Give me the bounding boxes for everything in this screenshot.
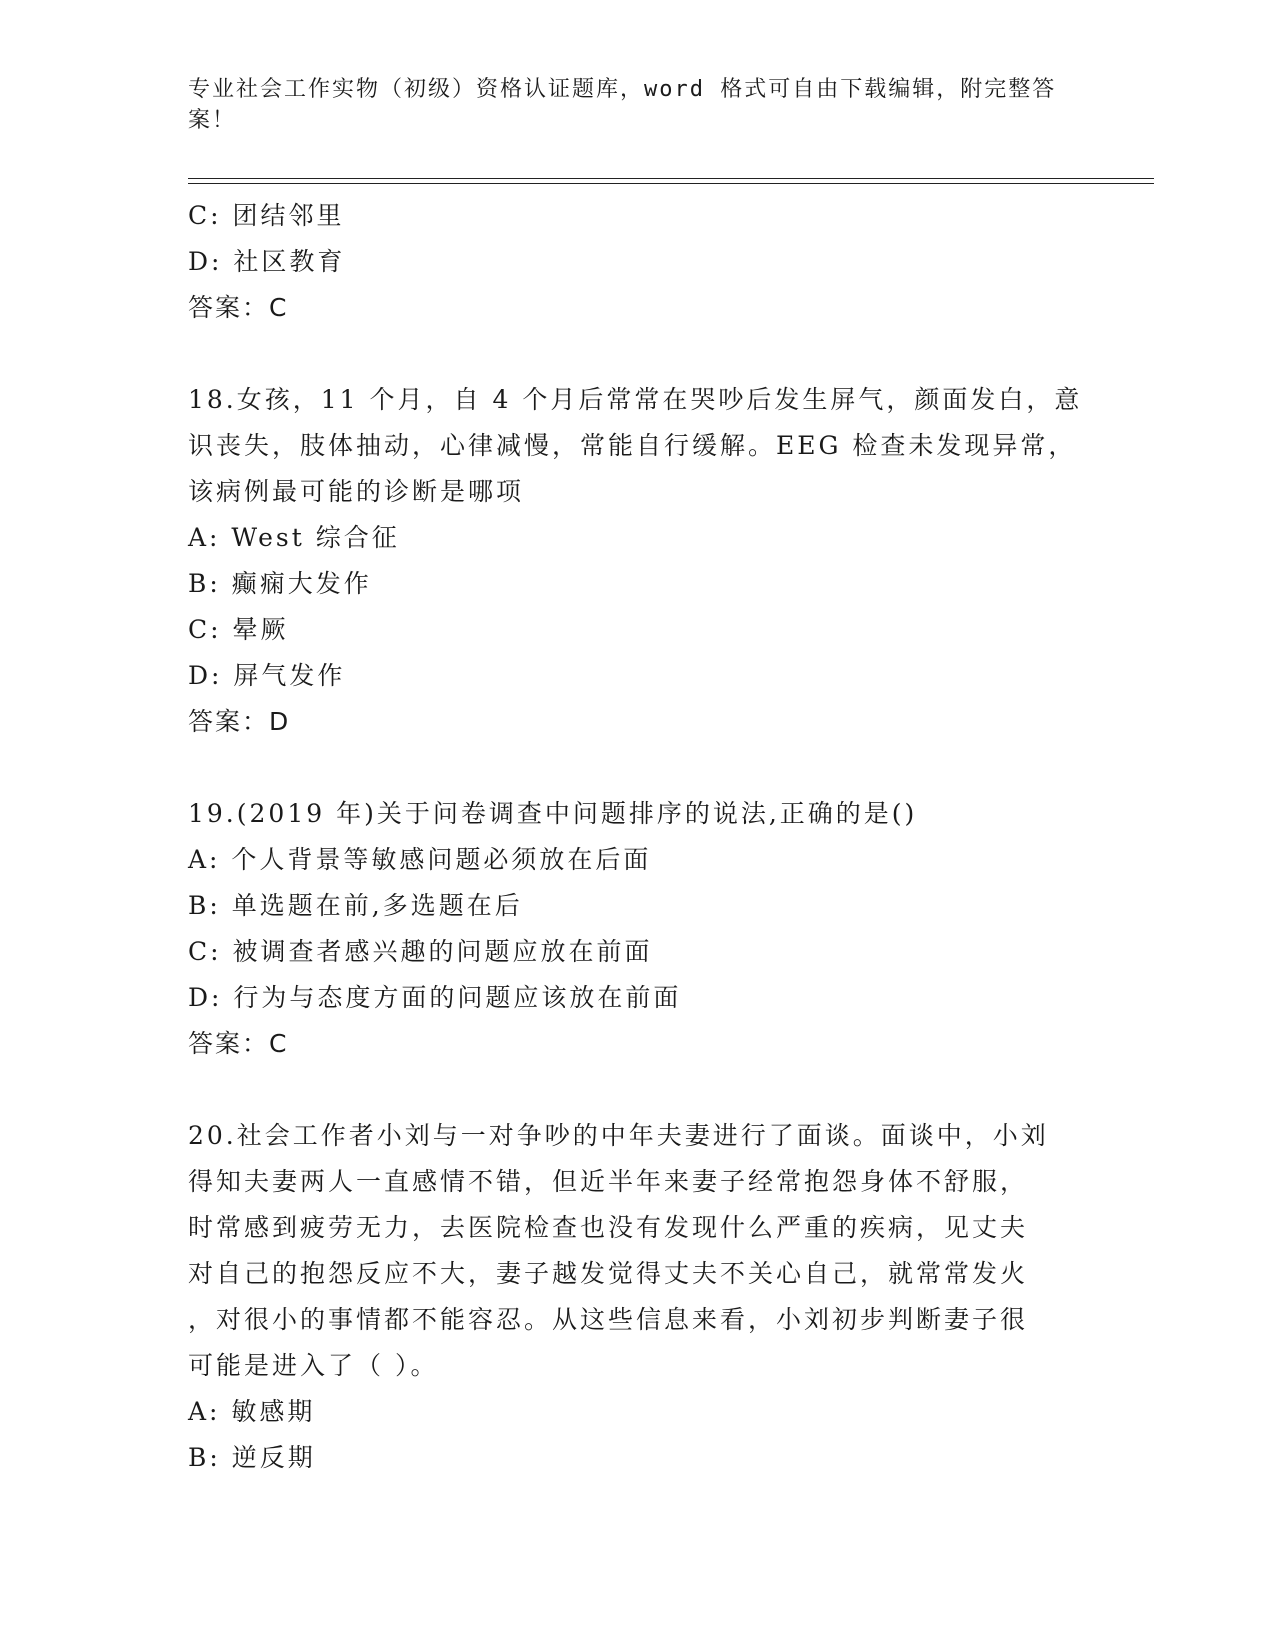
question-stem-line: 时常感到疲劳无力，去医院检查也没有发现什么严重的疾病，见丈夫 <box>188 1213 1029 1242</box>
question-stem-line: 该病例最可能的诊断是哪项 <box>188 477 525 506</box>
document-header: 专业社会工作实物（初级）资格认证题库，word 格式可自由下载编辑，附完整答案！ <box>188 77 1057 133</box>
question-20 <box>188 1113 1088 1481</box>
question-stem-line: ，对很小的事情都不能容忍。从这些信息来看，小刘初步判断妻子很 <box>188 1305 1029 1334</box>
spacer <box>188 331 1088 377</box>
question-18 <box>188 377 1088 745</box>
question-17-tail <box>188 193 1088 331</box>
answer-line: 答案：C <box>188 1029 289 1058</box>
question-stem-line: 20.社会工作者小刘与一对争吵的中年夫妻进行了面谈。面谈中，小刘 <box>188 1121 1049 1150</box>
option-d: D: 行为与态度方面的问题应该放在前面 <box>188 983 682 1012</box>
option-a: A: West 综合征 <box>188 523 400 552</box>
option-c: C: 团结邻里 <box>188 201 345 230</box>
answer-line: 答案：C <box>188 293 289 322</box>
spacer <box>188 745 1088 791</box>
option-c: C: 被调查者感兴趣的问题应放在前面 <box>188 937 653 966</box>
option-c: C: 晕厥 <box>188 615 289 644</box>
option-b: B: 逆反期 <box>188 1443 316 1472</box>
option-d: D: 社区教育 <box>188 247 346 276</box>
option-b: B: 单选题在前,多选题在后 <box>188 891 523 920</box>
spacer <box>188 1067 1088 1113</box>
question-stem-line: 18.女孩，11 个月，自 4 个月后常常在哭吵后发生屏气，颜面发白，意 <box>188 385 1083 414</box>
question-stem-line: 可能是进入了（ ）。 <box>188 1351 439 1380</box>
question-stem-line: 得知夫妻两人一直感情不错，但近半年来妻子经常抱怨身体不舒服， <box>188 1167 1029 1196</box>
header-divider-top <box>188 178 1154 179</box>
question-stem-line: 对自己的抱怨反应不大，妻子越发觉得丈夫不关心自己，就常常发火 <box>188 1259 1029 1288</box>
question-stem-line: 19.(2019 年)关于问卷调查中问题排序的说法,正确的是() <box>188 799 918 828</box>
question-content <box>188 193 1088 1481</box>
option-d: D: 屏气发作 <box>188 661 346 690</box>
answer-line: 答案：D <box>188 707 291 736</box>
option-a: A: 个人背景等敏感问题必须放在后面 <box>188 845 652 874</box>
option-a: A: 敏感期 <box>188 1397 316 1426</box>
header-divider-bottom <box>188 183 1154 184</box>
question-19 <box>188 791 1088 1067</box>
option-b: B: 癫痫大发作 <box>188 569 372 598</box>
question-stem-line: 识丧失，肢体抽动，心律减慢，常能自行缓解。EEG 检查未发现异常， <box>188 431 1077 460</box>
